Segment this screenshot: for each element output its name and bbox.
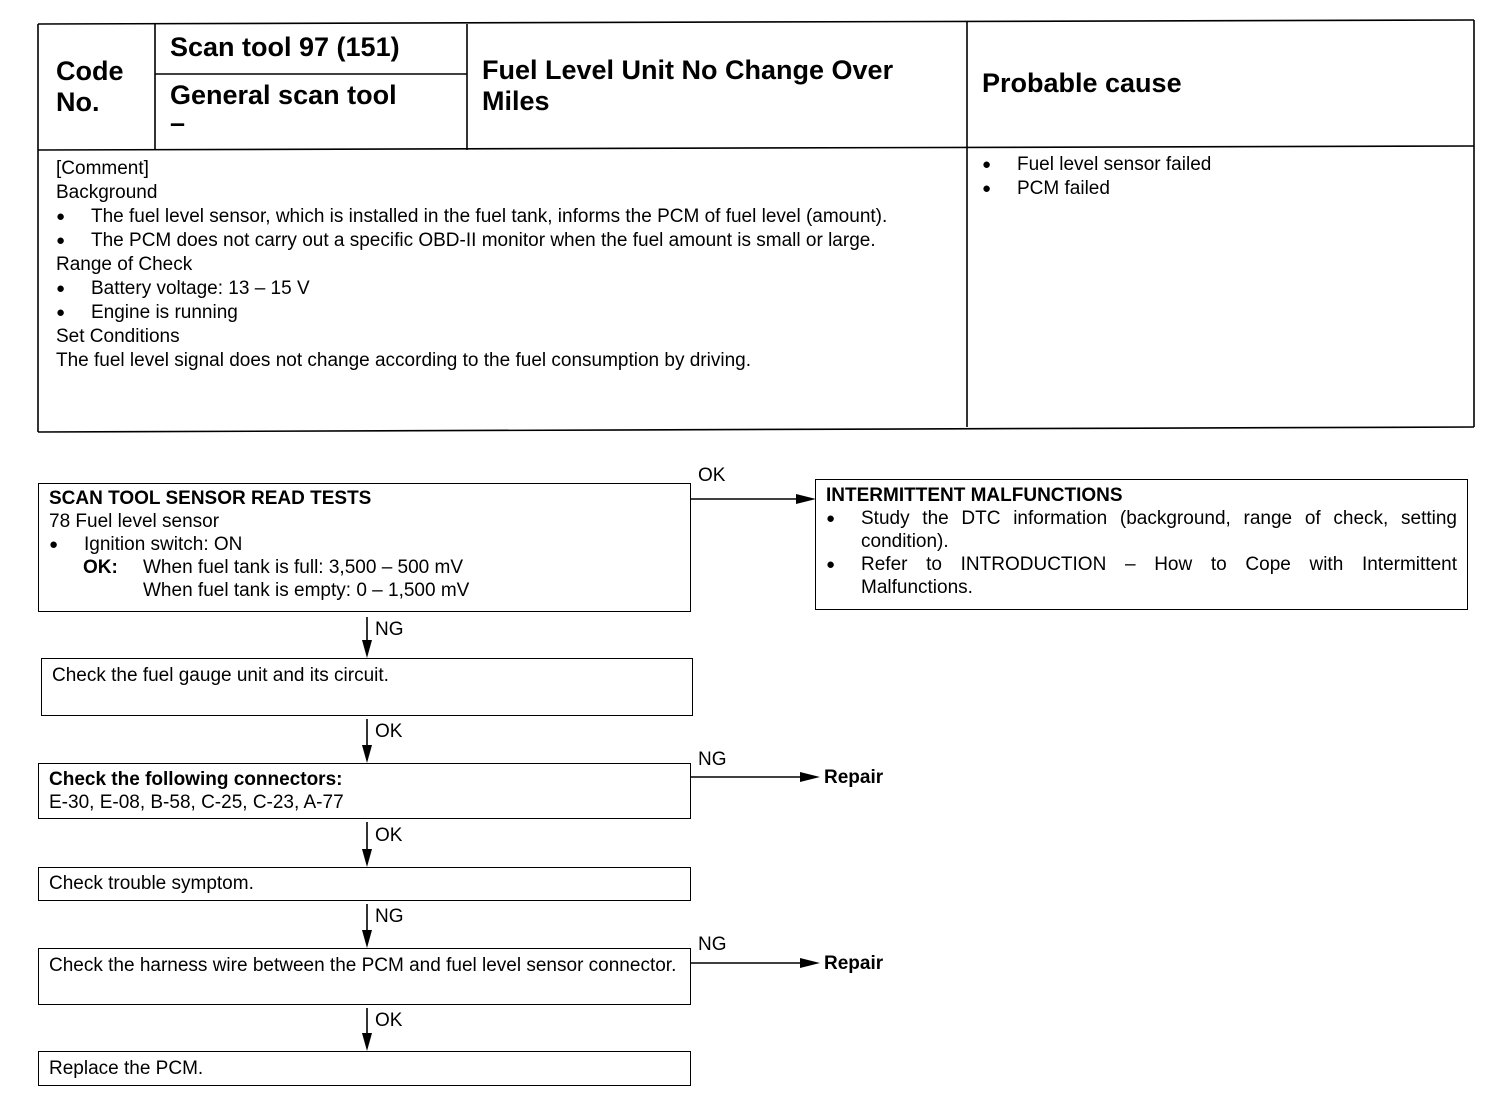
ok-label: OK [698,465,726,486]
connector-list: E-30, E-08, B-58, C-25, C-23, A-77 [49,792,344,813]
ok-criteria-empty: When fuel tank is empty: 0 – 1,500 mV [143,580,470,601]
fuel-level-sensor-item: 78 Fuel level sensor [49,511,220,532]
general-scan-tool-heading: General scan tool [170,80,397,110]
ok-label: OK [375,721,403,742]
ok-label: OK [375,1010,403,1031]
background-heading: Background [56,182,158,203]
dtc-title: Fuel Level Unit No Change Over Miles [482,55,894,116]
check-fuel-gauge-box: Check the fuel gauge unit and its circuit. [41,658,693,716]
intermittent-item: ● Refer to INTRODUCTION – How to Cope with Intermittent Malfunctions. [826,553,1457,599]
comment-section [56,157,950,373]
set-conditions-text: The fuel level signal does not change according to the fuel consumption by driving. [56,350,751,371]
check-trouble-symptom-box: Check trouble symptom. [38,867,691,901]
background-item: ● The PCM does not carry out a specific OBD-II monitor when the fuel amount is small or large. [56,229,950,253]
ng-label: NG [698,749,727,770]
set-conditions-heading: Set Conditions [56,326,180,347]
intermittent-item: ● Study the DTC information (background, range of check, setting condition). [826,507,1457,553]
repair-label: Repair [824,767,884,788]
comment-tag: [Comment] [56,158,149,179]
probable-cause-list [982,153,1462,201]
check-connectors-title: Check the following connectors: [49,769,343,790]
ok-criteria-label: OK: [83,557,118,578]
scan-tool-read-tests-title: SCAN TOOL SENSOR READ TESTS [49,488,372,509]
ok-full-text: When fuel tank is full: 3,500 – 500 mV [143,557,464,578]
scan-tool-97-heading: Scan tool 97 (151) [170,32,400,62]
code-no-heading: Code No. [56,56,124,117]
ng-label: NG [375,906,404,927]
ok-label: OK [375,825,403,846]
flow-arrows [0,440,1504,1108]
replace-pcm-box: Replace the PCM. [38,1051,691,1086]
probable-cause-heading: Probable cause [982,68,1182,98]
repair-label: Repair [824,953,884,974]
intermittent-title: INTERMITTENT MALFUNCTIONS [826,485,1123,506]
range-item: ● Battery voltage: 13 – 15 V [56,277,950,301]
probable-cause-item: ● PCM failed [982,177,1462,201]
general-scan-tool-value: – [170,108,186,138]
check-harness-wire-box: Check the harness wire between the PCM and fuel level sensor connector. [38,948,691,1005]
range-item: ● Engine is running [56,301,950,325]
ng-label: NG [375,619,404,640]
range-heading: Range of Check [56,254,193,275]
ng-label: NG [698,934,727,955]
probable-cause-item: ● Fuel level sensor failed [982,153,1462,177]
background-item: ● The fuel level sensor, which is installed in the fuel tank, informs the PCM of fuel level (amount). [56,205,950,229]
ignition-switch-bullet: ● Ignition switch: ON [49,533,680,556]
